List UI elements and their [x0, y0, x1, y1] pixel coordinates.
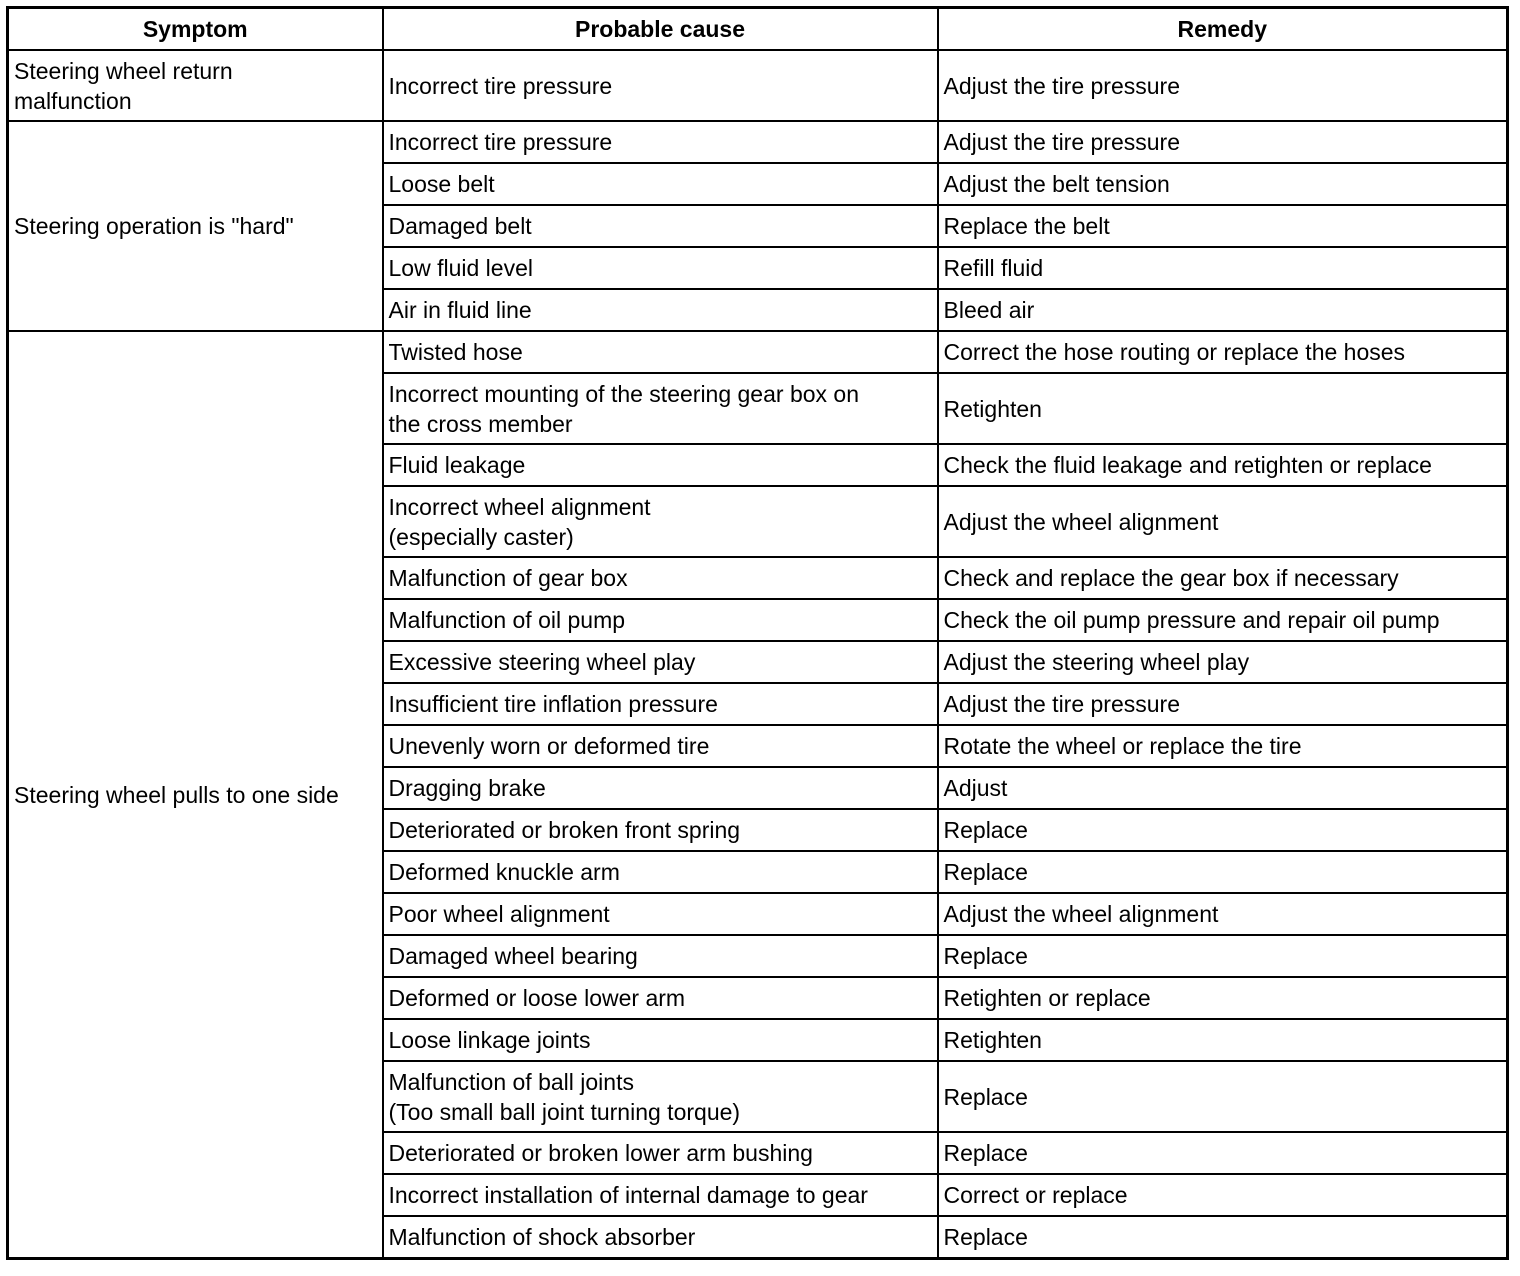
remedy-cell: Bleed air — [938, 289, 1508, 331]
table-row — [8, 331, 1508, 373]
table-body — [8, 50, 1508, 1259]
cause-cell: Incorrect installation of internal damage to gear — [383, 1174, 938, 1216]
remedy-cell: Check the fluid leakage and retighten or replace — [938, 444, 1508, 486]
cause-cell: Deteriorated or broken lower arm bushing — [383, 1132, 938, 1174]
cause-cell: Loose belt — [383, 163, 938, 205]
remedy-cell: Retighten — [938, 373, 1508, 444]
remedy-cell: Replace the belt — [938, 205, 1508, 247]
remedy-cell: Adjust the wheel alignment — [938, 486, 1508, 557]
remedy-cell: Rotate the wheel or replace the tire — [938, 725, 1508, 767]
cause-cell: Incorrect wheel alignment (especially caster) — [383, 486, 938, 557]
remedy-cell: Replace — [938, 851, 1508, 893]
remedy-cell: Check the oil pump pressure and repair oil pump — [938, 599, 1508, 641]
remedy-cell: Adjust the wheel alignment — [938, 893, 1508, 935]
cause-cell: Unevenly worn or deformed tire — [383, 725, 938, 767]
cause-cell: Damaged wheel bearing — [383, 935, 938, 977]
header-row — [8, 8, 1508, 51]
troubleshooting-table-container — [6, 6, 1509, 1260]
remedy-cell: Adjust — [938, 767, 1508, 809]
remedy-cell: Adjust the tire pressure — [938, 50, 1508, 121]
remedy-cell: Refill fluid — [938, 247, 1508, 289]
remedy-cell: Replace — [938, 1216, 1508, 1259]
remedy-cell: Adjust the steering wheel play — [938, 641, 1508, 683]
cause-cell: Excessive steering wheel play — [383, 641, 938, 683]
table-row — [8, 121, 1508, 163]
remedy-cell: Replace — [938, 1132, 1508, 1174]
cause-cell: Deformed or loose lower arm — [383, 977, 938, 1019]
cause-cell: Incorrect mounting of the steering gear box on the cross member — [383, 373, 938, 444]
remedy-cell: Retighten — [938, 1019, 1508, 1061]
cause-cell: Malfunction of ball joints (Too small ball joint turning torque) — [383, 1061, 938, 1132]
cause-cell: Dragging brake — [383, 767, 938, 809]
header-probable-cause: Probable cause — [383, 8, 938, 51]
remedy-cell: Adjust the belt tension — [938, 163, 1508, 205]
cause-cell: Malfunction of gear box — [383, 557, 938, 599]
symptom-cell: Steering operation is "hard" — [8, 121, 383, 331]
cause-cell: Twisted hose — [383, 331, 938, 373]
cause-cell: Air in fluid line — [383, 289, 938, 331]
cause-cell: Fluid leakage — [383, 444, 938, 486]
remedy-cell: Adjust the tire pressure — [938, 683, 1508, 725]
cause-cell: Incorrect tire pressure — [383, 121, 938, 163]
cause-cell: Damaged belt — [383, 205, 938, 247]
header-remedy: Remedy — [938, 8, 1508, 51]
remedy-cell: Adjust the tire pressure — [938, 121, 1508, 163]
cause-cell: Poor wheel alignment — [383, 893, 938, 935]
remedy-cell: Correct or replace — [938, 1174, 1508, 1216]
cause-cell: Insufficient tire inflation pressure — [383, 683, 938, 725]
remedy-cell: Check and replace the gear box if necessary — [938, 557, 1508, 599]
table-row — [8, 50, 1508, 121]
cause-cell: Deformed knuckle arm — [383, 851, 938, 893]
cause-cell: Loose linkage joints — [383, 1019, 938, 1061]
header-symptom: Symptom — [8, 8, 383, 51]
remedy-cell: Replace — [938, 809, 1508, 851]
remedy-cell: Replace — [938, 1061, 1508, 1132]
remedy-cell: Retighten or replace — [938, 977, 1508, 1019]
symptom-cell: Steering wheel return malfunction — [8, 50, 383, 121]
cause-cell: Incorrect tire pressure — [383, 50, 938, 121]
troubleshooting-table — [6, 6, 1509, 1260]
remedy-cell: Correct the hose routing or replace the hoses — [938, 331, 1508, 373]
cause-cell: Malfunction of shock absorber — [383, 1216, 938, 1259]
remedy-cell: Replace — [938, 935, 1508, 977]
cause-cell: Low fluid level — [383, 247, 938, 289]
cause-cell: Deteriorated or broken front spring — [383, 809, 938, 851]
symptom-cell: Steering wheel pulls to one side — [8, 331, 383, 1259]
cause-cell: Malfunction of oil pump — [383, 599, 938, 641]
